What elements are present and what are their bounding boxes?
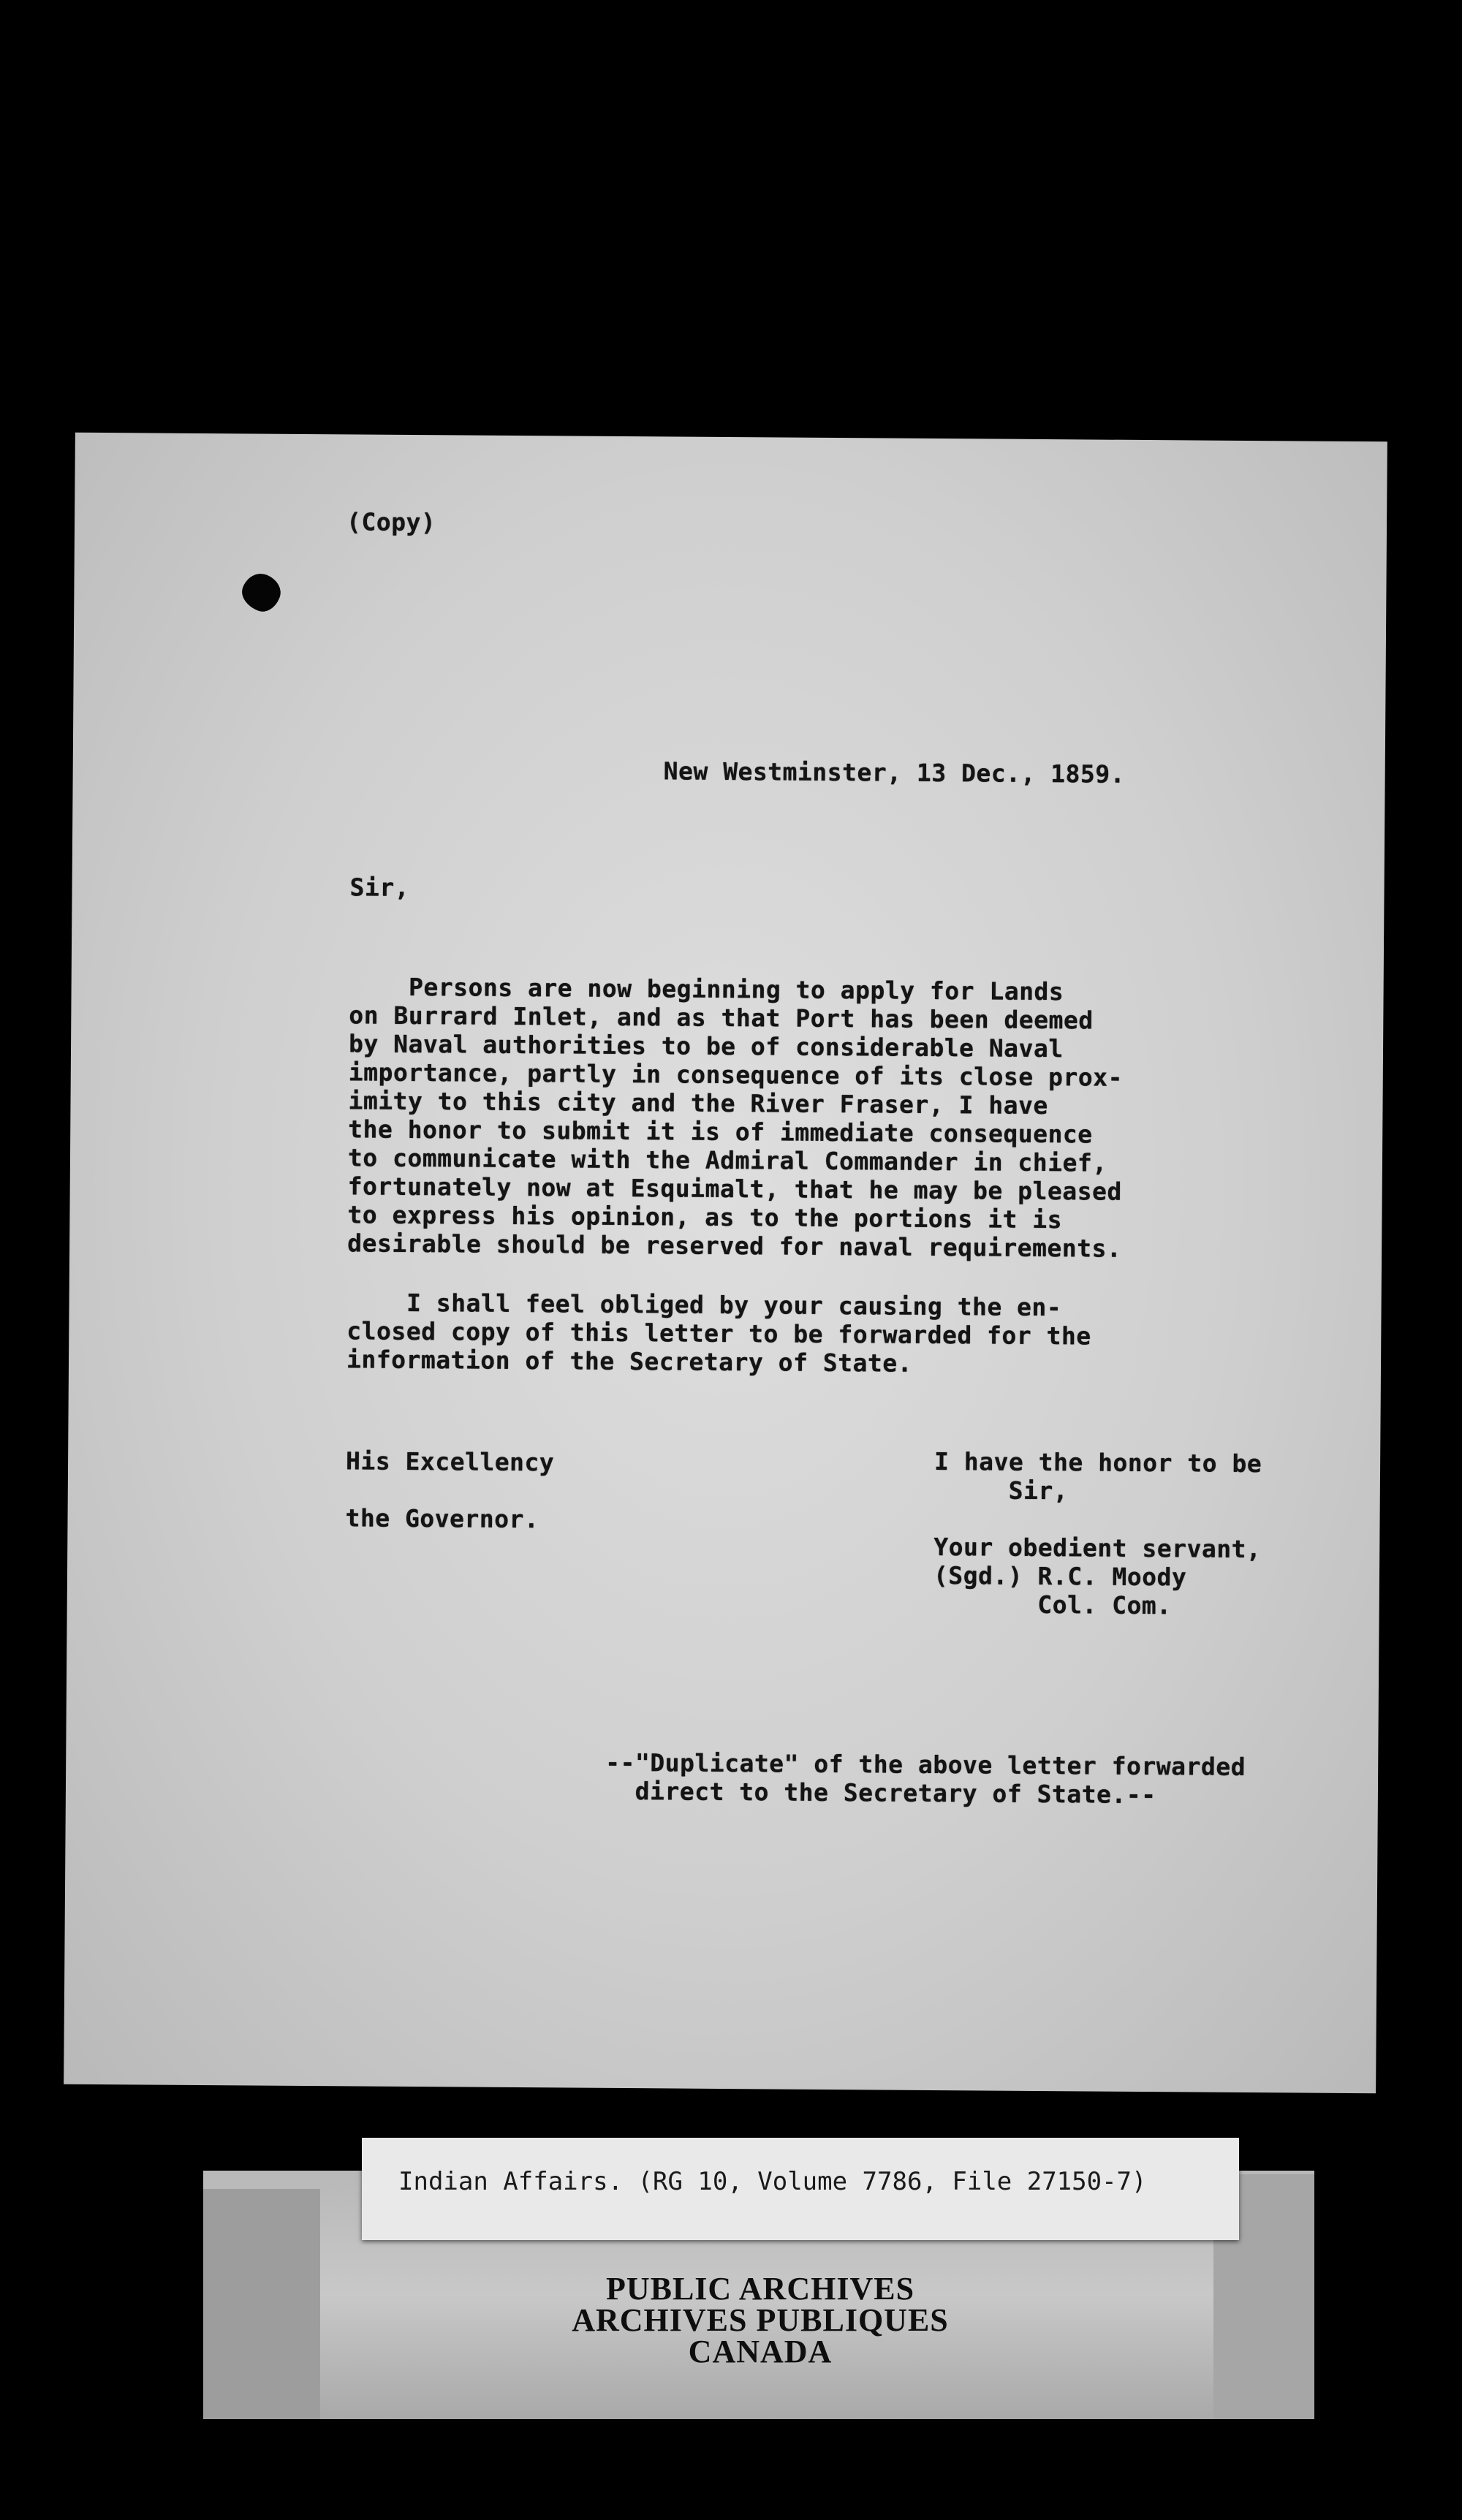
closing-line: Your obedient servant, [933, 1532, 1262, 1564]
text-line: importance, partly in consequence of its close prox- [348, 1058, 1124, 1092]
text-line: I shall feel obliged by your causing the en- [346, 1288, 1062, 1322]
stamp-line-2: ARCHIVES PUBLIQUES [572, 2302, 949, 2338]
text-line: information of the Secretary of State. [346, 1345, 913, 1378]
text-line: the honor to submit it is of immediate consequence [348, 1115, 1093, 1149]
text-line: by Naval authorities to be of considerable Naval [348, 1029, 1064, 1063]
stamp-line-1: PUBLIC ARCHIVES [605, 2271, 915, 2307]
label-tab-left [203, 2189, 320, 2419]
text-line: fortunately now at Esquimalt, that he may be pleased [347, 1172, 1122, 1206]
letter-page [64, 433, 1387, 2093]
copy-mark: (Copy) [346, 507, 436, 537]
footnote-line: --"Duplicate" of the above letter forwarded [605, 1747, 1246, 1781]
text-line: Persons are now beginning to apply for Lands [349, 972, 1064, 1006]
salutation: Sir, [349, 873, 410, 902]
signature-line: (Sgd.) R.C. Moody [933, 1560, 1187, 1592]
closing-line: I have the honor to be [933, 1447, 1262, 1479]
text-line: on Burrard Inlet, and as that Port has been deemed [349, 1001, 1094, 1035]
footnote-line: direct to the Secretary of State.-- [605, 1776, 1156, 1810]
text-line: closed copy of this letter to be forwarded for the [346, 1316, 1091, 1351]
addressee-line: His Excellency [345, 1446, 555, 1477]
text-line: to communicate with the Admiral Commander in chief, [347, 1143, 1107, 1177]
signature-title: Col. Com. [933, 1589, 1172, 1620]
stamp-line-3: CANADA [688, 2334, 833, 2369]
text-line: to express his opinion, as to the portions it is [347, 1200, 1063, 1234]
punch-hole [237, 569, 285, 616]
addressee-line: the Governor. [345, 1503, 539, 1534]
text-line: imity to this city and the River Fraser, I have [348, 1086, 1048, 1120]
place-date: New Westminster, 13 Dec., 1859. [663, 756, 1126, 789]
closing-line: Sir, [933, 1476, 1069, 1506]
text-line: desirable should be reserved for naval requirements. [347, 1229, 1122, 1263]
archive-reference: Indian Affairs. (RG 10, Volume 7786, File 27150-7) [398, 2167, 1147, 2196]
